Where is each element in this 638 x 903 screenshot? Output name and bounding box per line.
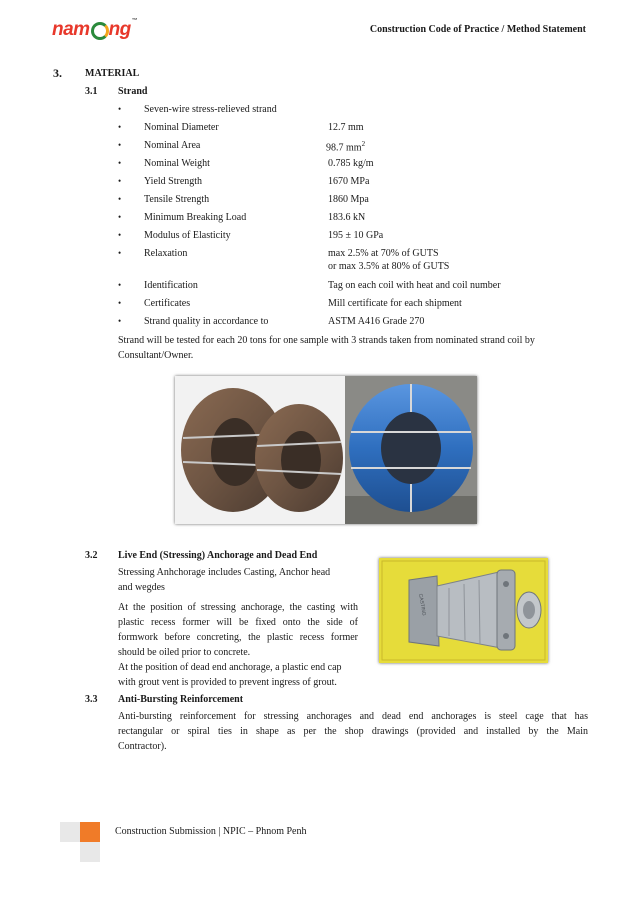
spec-label: Nominal Diameter [144, 122, 219, 133]
anchor-casting-photo [379, 558, 548, 663]
spec-label: Certificates [144, 298, 191, 309]
spec-label: Strand quality in accordance to [144, 316, 269, 327]
bullet-icon: • [118, 194, 122, 204]
logo-text-part2: ng [108, 19, 131, 40]
spec-label: Modulus of Elasticity [144, 230, 231, 241]
strand-test-note [118, 333, 588, 363]
spec-value-superscript: 2 [361, 140, 366, 148]
spec-value: 1860 Mpa [328, 194, 369, 205]
spec-row [118, 104, 588, 118]
paragraph-line: and wegdes [118, 582, 165, 593]
subsection-number-reinforcement: 3.3 [85, 694, 98, 705]
anchorage-paragraph-2 [118, 600, 358, 660]
paragraph-line: At the position of stressing anchorage, the casting with [118, 602, 358, 613]
spec-row [118, 316, 588, 330]
anchorage-paragraph-1 [118, 565, 358, 595]
spec-value: ASTM A416 Grade 270 [328, 316, 425, 327]
spec-row [118, 230, 588, 244]
spec-row [118, 158, 588, 172]
logo-trademark: ™ [131, 18, 138, 24]
spec-label: Minimum Breaking Load [144, 212, 247, 223]
spec-value-text: 98.7 mm [326, 142, 362, 154]
subsection-title-anchorage: Live End (Stressing) Anchorage and Dead End [118, 550, 318, 561]
subsection-title-reinforcement: Anti-Bursting Reinforcement [118, 694, 244, 705]
note-line: Consultant/Owner. [118, 350, 194, 361]
bullet-icon: • [118, 104, 122, 114]
note-line: Strand will be tested for each 20 tons for one sample with 3 strands taken from nominated strand coil by [118, 335, 535, 346]
strand-coil-photo [175, 376, 477, 524]
spec-label: Identification [144, 280, 198, 291]
bullet-icon: • [118, 140, 122, 150]
footer-decor-square [60, 822, 80, 842]
spec-label: Nominal Weight [144, 158, 210, 169]
anchorage-paragraph-3 [118, 660, 358, 690]
footer-decor-square [80, 842, 100, 862]
spec-row [118, 176, 588, 190]
spec-label: Seven-wire stress-relieved strand [144, 104, 277, 115]
logo-ring-icon [91, 22, 109, 40]
subsection-number-strand: 3.1 [85, 86, 98, 97]
company-logo [52, 18, 137, 42]
bullet-icon: • [118, 158, 122, 168]
section-number: 3. [53, 66, 62, 80]
spec-value: 183.6 kN [328, 212, 366, 223]
paragraph-line: Stressing Anhchorage includes Casting, Anchor head [118, 567, 331, 578]
bullet-icon: • [118, 212, 122, 222]
bullet-icon: • [118, 122, 122, 132]
spec-value: 195 ± 10 GPa [328, 230, 384, 241]
bullet-icon: • [118, 248, 122, 258]
paragraph-line: Contractor). [118, 741, 167, 752]
subsection-number-anchorage: 3.2 [85, 550, 98, 561]
bullet-icon: • [118, 230, 122, 240]
paragraph-line: formwork before concreting, the plastic recess former [118, 632, 358, 643]
bullet-icon: • [118, 316, 122, 326]
strand-coil-illustration [175, 376, 477, 524]
header-title: Construction Code of Practice / Method Statement [369, 24, 586, 35]
spec-value-secondary: or max 3.5% at 80% of GUTS [328, 261, 450, 272]
logo-text-part1: nam [52, 19, 90, 40]
bullet-icon: • [118, 176, 122, 186]
footer-decor-square-accent [80, 822, 100, 842]
paragraph-line: should be oiled prior to concrete. [118, 647, 251, 658]
paragraph-line: Anti-bursting reinforcement for stressing anchorages and dead end anchorages is steel cage that has [118, 711, 588, 722]
footer-text: Construction Submission | NPIC – Phnom Penh [115, 826, 307, 837]
anchor-casting-illustration [379, 558, 548, 663]
spec-label: Yield Strength [144, 176, 203, 187]
casting-label: CASTING [417, 593, 427, 617]
spec-label: Nominal Area [144, 140, 201, 151]
bullet-icon: • [118, 280, 122, 290]
spec-value [326, 140, 365, 153]
spec-row [118, 122, 588, 136]
bullet-icon: • [118, 298, 122, 308]
spec-value: 12.7 mm [328, 122, 364, 133]
spec-value: Tag on each coil with heat and coil number [328, 280, 501, 291]
spec-value: max 2.5% at 70% of GUTS [328, 248, 439, 259]
paragraph-line: with grout vent is provided to prevent ingress of grout. [118, 677, 337, 688]
paragraph-line: plastic recess former will be fixed onto the side of [118, 617, 358, 628]
spec-value: 0.785 kg/m [328, 158, 374, 169]
section-title: MATERIAL [85, 68, 140, 79]
spec-row [118, 212, 588, 226]
spec-label: Tensile Strength [144, 194, 210, 205]
reinforcement-paragraph [118, 709, 588, 754]
spec-row [118, 248, 588, 276]
spec-row [118, 140, 588, 154]
spec-value: 1670 MPa [328, 176, 370, 187]
subsection-title-strand: Strand [118, 86, 148, 97]
spec-row [118, 298, 588, 312]
spec-row [118, 194, 588, 208]
spec-value: Mill certificate for each shipment [328, 298, 462, 309]
spec-label: Relaxation [144, 248, 188, 259]
spec-row [118, 280, 588, 294]
paragraph-line: At the position of dead end anchorage, a plastic end cap [118, 662, 342, 673]
paragraph-line: rectangular or spiral ties in shape as per the shop drawings (provided and installed by the Main [118, 726, 588, 737]
